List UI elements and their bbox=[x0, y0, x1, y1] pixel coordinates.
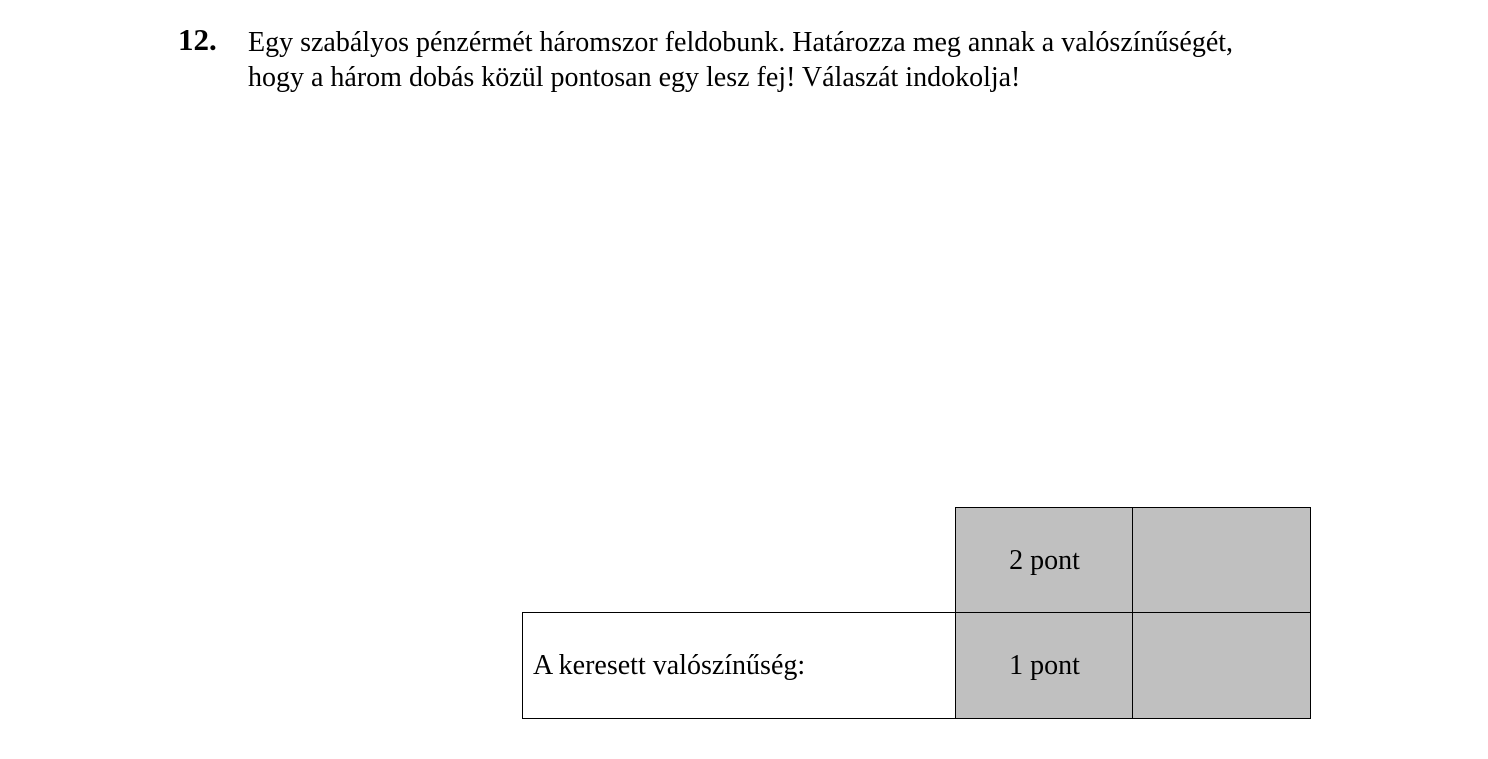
score-input-cell-row-2[interactable] bbox=[1132, 612, 1311, 719]
problem-statement-line-1: Egy szabályos pénzérmét háromszor feldobunk. Határozza meg annak a valószínűségét, bbox=[248, 27, 1234, 58]
points-cell-row-1: 2 pont bbox=[955, 507, 1134, 614]
problem-statement bbox=[248, 25, 1348, 95]
problem-number: 12. bbox=[178, 22, 217, 57]
score-input-cell-row-1[interactable] bbox=[1132, 507, 1311, 614]
problem-statement-line-2: hogy a három dobás közül pontosan egy lesz fej! Válaszát indokolja! bbox=[248, 62, 1021, 93]
answer-label-cell: A keresett valószínűség: bbox=[522, 612, 957, 719]
points-cell-row-2: 1 pont bbox=[955, 612, 1134, 719]
